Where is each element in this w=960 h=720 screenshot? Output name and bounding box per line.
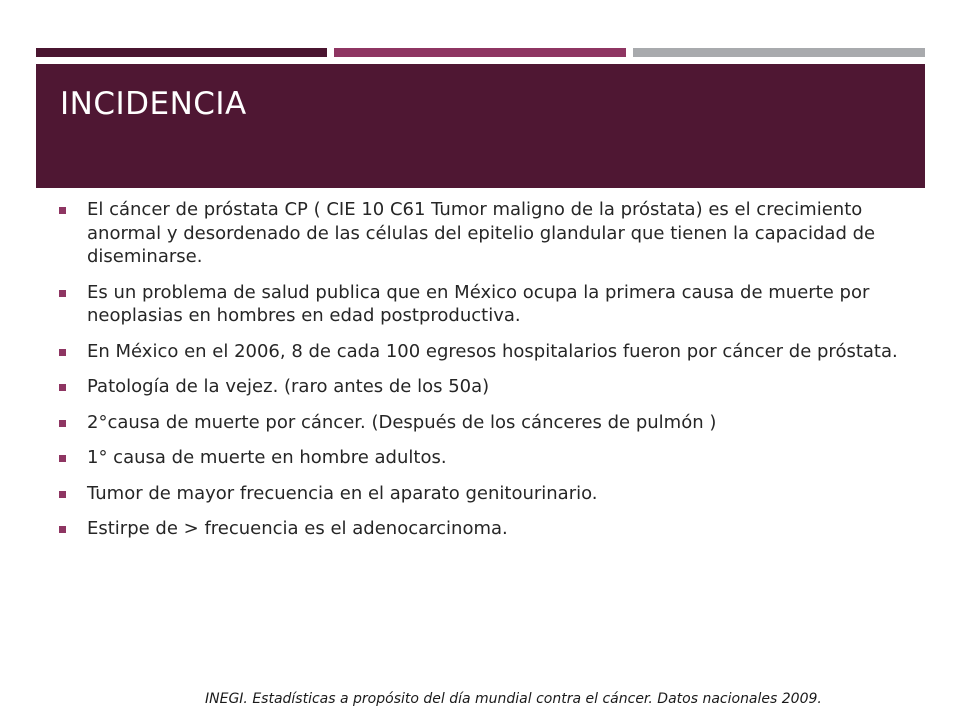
square-bullet-icon (59, 420, 66, 427)
bullet-text: El cáncer de próstata CP ( CIE 10 C61 Tumor maligno de la próstata) es el crecimiento anormal y desordenado de las células del epitelio glandular que tienen la capacidad de diseminarse. (87, 199, 876, 267)
square-bullet-icon (59, 384, 66, 391)
accent-bar-dark (36, 48, 327, 57)
square-bullet-icon (59, 207, 66, 214)
bullet-text: Estirpe de > frecuencia es el adenocarcinoma. (87, 518, 508, 539)
bullet-item (58, 281, 908, 328)
slide-title: INCIDENCIA (60, 86, 247, 122)
bullet-text: Patología de la vejez. (raro antes de los 50a) (87, 376, 490, 397)
accent-bar-magenta (334, 48, 626, 57)
bullet-item (58, 375, 908, 399)
title-banner (36, 64, 925, 188)
bullet-text: Es un problema de salud publica que en México ocupa la primera causa de muerte por neoplasias en hombres en edad postproductiva. (87, 281, 870, 326)
bullet-text: En México en el 2006, 8 de cada 100 egresos hospitalarios fueron por cáncer de próstata. (87, 340, 898, 362)
bullet-text: Tumor de mayor frecuencia en el aparato genitourinario. (87, 482, 598, 504)
source-citation: INEGI. Estadísticas a propósito del día mundial contra el cáncer. Datos nacionales 2009. (205, 691, 822, 707)
bullet-list (58, 198, 908, 553)
bullet-item (58, 482, 908, 506)
bullet-item (58, 198, 908, 269)
square-bullet-icon (59, 491, 66, 498)
bullet-item (58, 517, 908, 541)
square-bullet-icon (59, 455, 66, 462)
bullet-item (58, 340, 908, 364)
square-bullet-icon (59, 526, 66, 533)
accent-bar-grey (633, 48, 925, 57)
bullet-item (58, 446, 908, 470)
bullet-text: 1° causa de muerte en hombre adultos. (87, 447, 447, 468)
square-bullet-icon (59, 290, 66, 297)
bullet-item (58, 411, 908, 435)
square-bullet-icon (59, 349, 66, 356)
bullet-text: 2°causa de muerte por cáncer. (Después de los cánceres de pulmón ) (87, 411, 717, 433)
